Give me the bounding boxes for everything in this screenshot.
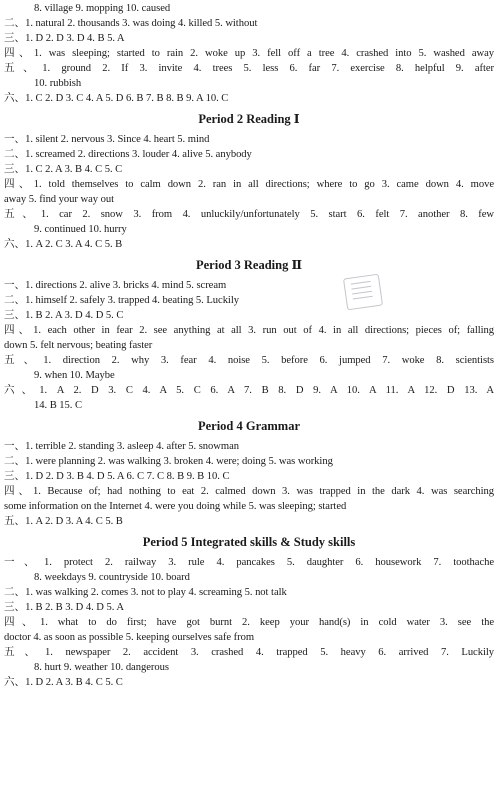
section-heading-period-4: Period 4 Grammar — [197, 419, 301, 433]
answer-line: 14. B 15. C — [34, 400, 83, 411]
answer-line: 8. weekdays 9. countryside 10. board — [34, 572, 190, 583]
answer-line: down 5. felt nervous; beating faster — [4, 340, 153, 351]
answer-line: 二、1. were planning 2. was walking 3. broken 4. were; doing 5. was working — [4, 456, 333, 467]
answer-line: 六、1. D 2. A 3. B 4. C 5. C — [4, 677, 123, 688]
answer-line: 三、1. C 2. A 3. B 4. C 5. C — [4, 164, 123, 175]
answer-line: 8. hurt 9. weather 10. dangerous — [34, 662, 169, 673]
answer-line: 9. when 10. Maybe — [34, 370, 115, 381]
section-heading-period-5: Period 5 Integrated skills & Study skills — [142, 535, 356, 549]
answer-line: 五、1. car 2. snow 3. from 4. unluckily/unfortunately 5. start 6. felt 7. another 8. few — [4, 209, 494, 220]
answer-line: 三、1. D 2. D 3. D 4. B 5. A — [4, 33, 125, 44]
answer-line: 三、1. B 2. A 3. D 4. D 5. C — [4, 310, 124, 321]
section-heading-period-3: Period 3 Reading Ⅱ — [195, 258, 303, 272]
answer-line: 四、1. what to do first; have got burnt 2. keep your hand(s) in cold water 3. see the — [4, 617, 494, 628]
answer-line: 三、1. D 2. D 3. B 4. D 5. A 6. C 7. C 8. B 9. B 10. C — [4, 471, 230, 482]
answer-line: 9. continued 10. hurry — [34, 224, 127, 235]
answer-line: 一、1. terrible 2. standing 3. asleep 4. after 5. snowman — [4, 441, 239, 452]
answer-line: 五、1. ground 2. If 3. invite 4. trees 5. less 6. far 7. exercise 8. helpful 9. after — [4, 63, 494, 74]
answer-line: 一、1. directions 2. alive 3. bricks 4. mind 5. scream — [4, 280, 227, 291]
answer-line: 六、1. C 2. D 3. C 4. A 5. D 6. B 7. B 8. B 9. A 10. C — [4, 93, 229, 104]
answer-line: 三、1. B 2. B 3. D 4. D 5. A — [4, 602, 124, 613]
answer-line: 二、1. screamed 2. directions 3. louder 4. alive 5. anybody — [4, 149, 252, 160]
answer-line: 二、1. natural 2. thousands 3. was doing 4. killed 5. without — [4, 18, 258, 29]
answer-line: 一、1. silent 2. nervous 3. Since 4. heart 5. mind — [4, 134, 210, 145]
answer-line: 四、1. each other in fear 2. see anything at all 3. run out of 4. in all directions; pieces of; falling — [4, 325, 494, 336]
answer-line: 四、1. Because of; had nothing to eat 2. calmed down 3. was trapped in the dark 4. was searching — [4, 486, 494, 497]
answer-line: 二、1. was walking 2. comes 3. not to play 4. screaming 5. not talk — [4, 587, 287, 598]
answer-line: 二、1. himself 2. safely 3. trapped 4. beating 5. Luckily — [4, 295, 239, 306]
answer-line: 五、1. direction 2. why 3. fear 4. noise 5. before 6. jumped 7. woke 8. scientists — [4, 355, 494, 366]
answer-line: 五、1. A 2. D 3. A 4. C 5. B — [4, 516, 123, 527]
answer-line: some information on the Internet 4. were you doing while 5. was sleeping; started — [4, 501, 347, 512]
answer-line: 六、1. A 2. D 3. C 4. A 5. C 6. A 7. B 8. D 9. A 10. A 11. A 12. D 13. A — [4, 385, 494, 396]
answer-line: doctor 4. as soon as possible 5. keeping ourselves safe from — [4, 632, 255, 643]
answer-line: 五、1. newspaper 2. accident 3. crashed 4. trapped 5. heavy 6. arrived 7. Luckily — [4, 647, 494, 658]
answer-line: 四、1. was sleeping; started to rain 2. woke up 3. fell off a tree 4. crashed into 5. washed away — [4, 48, 494, 59]
section-heading-period-2: Period 2 Reading Ⅰ — [198, 112, 300, 126]
answer-line: away 5. find your way out — [4, 194, 114, 205]
answer-line: 六、1. A 2. C 3. A 4. C 5. B — [4, 239, 123, 250]
answer-line: 四、1. told themselves to calm down 2. ran in all directions; where to go 3. came down 4. move — [4, 179, 494, 190]
answer-line: 一、1. protect 2. railway 3. rule 4. pancakes 5. daughter 6. housework 7. toothache — [4, 557, 494, 568]
answer-line: 10. rubbish — [34, 78, 82, 89]
answer-line: 8. village 9. mopping 10. caused — [34, 3, 171, 14]
